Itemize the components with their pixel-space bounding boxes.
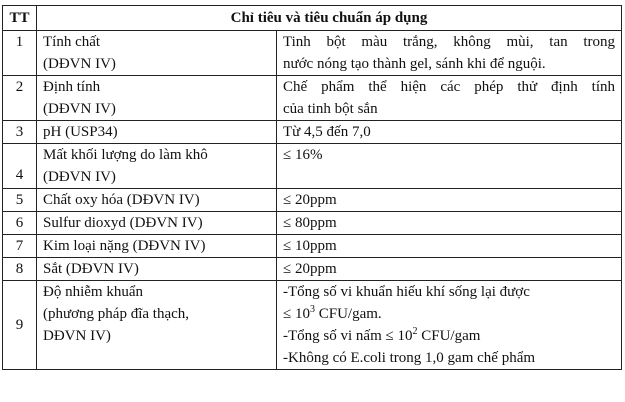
standard-line: ≤ 16% (283, 147, 323, 163)
header-tt: TT (3, 6, 37, 31)
criterion-name-line: (DĐVN IV) (43, 169, 116, 185)
criterion-standard (277, 212, 622, 235)
criterion-name-line: Kim loại nặng (DĐVN IV) (43, 238, 206, 254)
row-number: 3 (3, 121, 37, 144)
table-row (3, 189, 622, 212)
criterion-name-line: (DĐVN IV) (43, 101, 116, 117)
criterion-name-line: Sắt (DĐVN IV) (43, 261, 139, 277)
criterion-name-line: Sulfur dioxyd (DĐVN IV) (43, 215, 203, 231)
table-row (3, 212, 622, 235)
row-number: 4 (3, 144, 37, 189)
standard-text: ≤ 10 (283, 306, 310, 322)
standard-line: ≤ 20ppm (283, 192, 337, 208)
criterion-standard (277, 144, 622, 189)
header-row (3, 6, 622, 31)
standard-line: Chế phẩm thể hiện các phép thử định tính (283, 79, 615, 95)
criterion-name (37, 189, 277, 212)
criterion-name (37, 281, 277, 370)
row-number: 9 (3, 281, 37, 370)
criterion-name-line: Định tính (43, 79, 101, 95)
table-row (3, 281, 622, 370)
specification-table (2, 5, 622, 370)
standard-text: CFU/gam. (314, 306, 382, 322)
table-row (3, 235, 622, 258)
criterion-name-line: Tính chất (43, 34, 101, 50)
standard-line: Từ 4,5 đến 7,0 (283, 124, 371, 140)
header-criteria: Chỉ tiêu và tiêu chuẩn áp dụng (37, 6, 622, 31)
table-row (3, 258, 622, 281)
standard-line (283, 325, 615, 347)
table-row (3, 121, 622, 144)
standard-line: nước nóng tạo thành gel, sánh khi để nguội. (283, 56, 546, 72)
criterion-name-line: Độ nhiễm khuẩn (43, 284, 143, 300)
row-number: 7 (3, 235, 37, 258)
standard-text: -Tổng số vi nấm ≤ 10 (283, 328, 413, 344)
criterion-name (37, 144, 277, 189)
criterion-standard (277, 189, 622, 212)
row-number: 6 (3, 212, 37, 235)
criterion-standard (277, 31, 622, 76)
standard-line: ≤ 80ppm (283, 215, 337, 231)
exponent: 2 (412, 326, 418, 337)
standard-line: của tinh bột sắn (283, 101, 378, 117)
criterion-standard (277, 281, 622, 370)
criterion-standard (277, 121, 622, 144)
table-row (3, 76, 622, 121)
standard-line: -Tổng số vi khuẩn hiếu khí sống lại được (283, 284, 530, 300)
criterion-name-line: Mất khối lượng do làm khô (43, 147, 208, 163)
criterion-name-line: (DĐVN IV) (43, 56, 116, 72)
criterion-name-line: pH (USP34) (43, 124, 118, 140)
row-number: 8 (3, 258, 37, 281)
criterion-name (37, 258, 277, 281)
criterion-name (37, 31, 277, 76)
standard-line: Tinh bột màu trắng, không mùi, tan trong (283, 34, 615, 50)
criterion-standard (277, 235, 622, 258)
criterion-standard (277, 258, 622, 281)
row-number: 1 (3, 31, 37, 76)
criterion-name (37, 235, 277, 258)
standard-line: -Không có E.coli trong 1,0 gam chế phẩm (283, 350, 536, 366)
table-row (3, 144, 622, 189)
standard-text: CFU/gam (417, 328, 481, 344)
standard-line: ≤ 10ppm (283, 238, 337, 254)
criterion-name (37, 76, 277, 121)
row-number: 2 (3, 76, 37, 121)
exponent: 3 (309, 304, 315, 315)
criterion-name-line: (phương pháp đĩa thạch, (43, 306, 190, 322)
criterion-standard (277, 76, 622, 121)
criterion-name (37, 212, 277, 235)
criterion-name (37, 121, 277, 144)
table-row (3, 31, 622, 76)
row-number: 5 (3, 189, 37, 212)
criterion-name-line: DĐVN IV) (43, 328, 111, 344)
criterion-name-line: Chất oxy hóa (DĐVN IV) (43, 192, 200, 208)
standard-line (283, 303, 615, 325)
standard-line: ≤ 20ppm (283, 261, 337, 277)
